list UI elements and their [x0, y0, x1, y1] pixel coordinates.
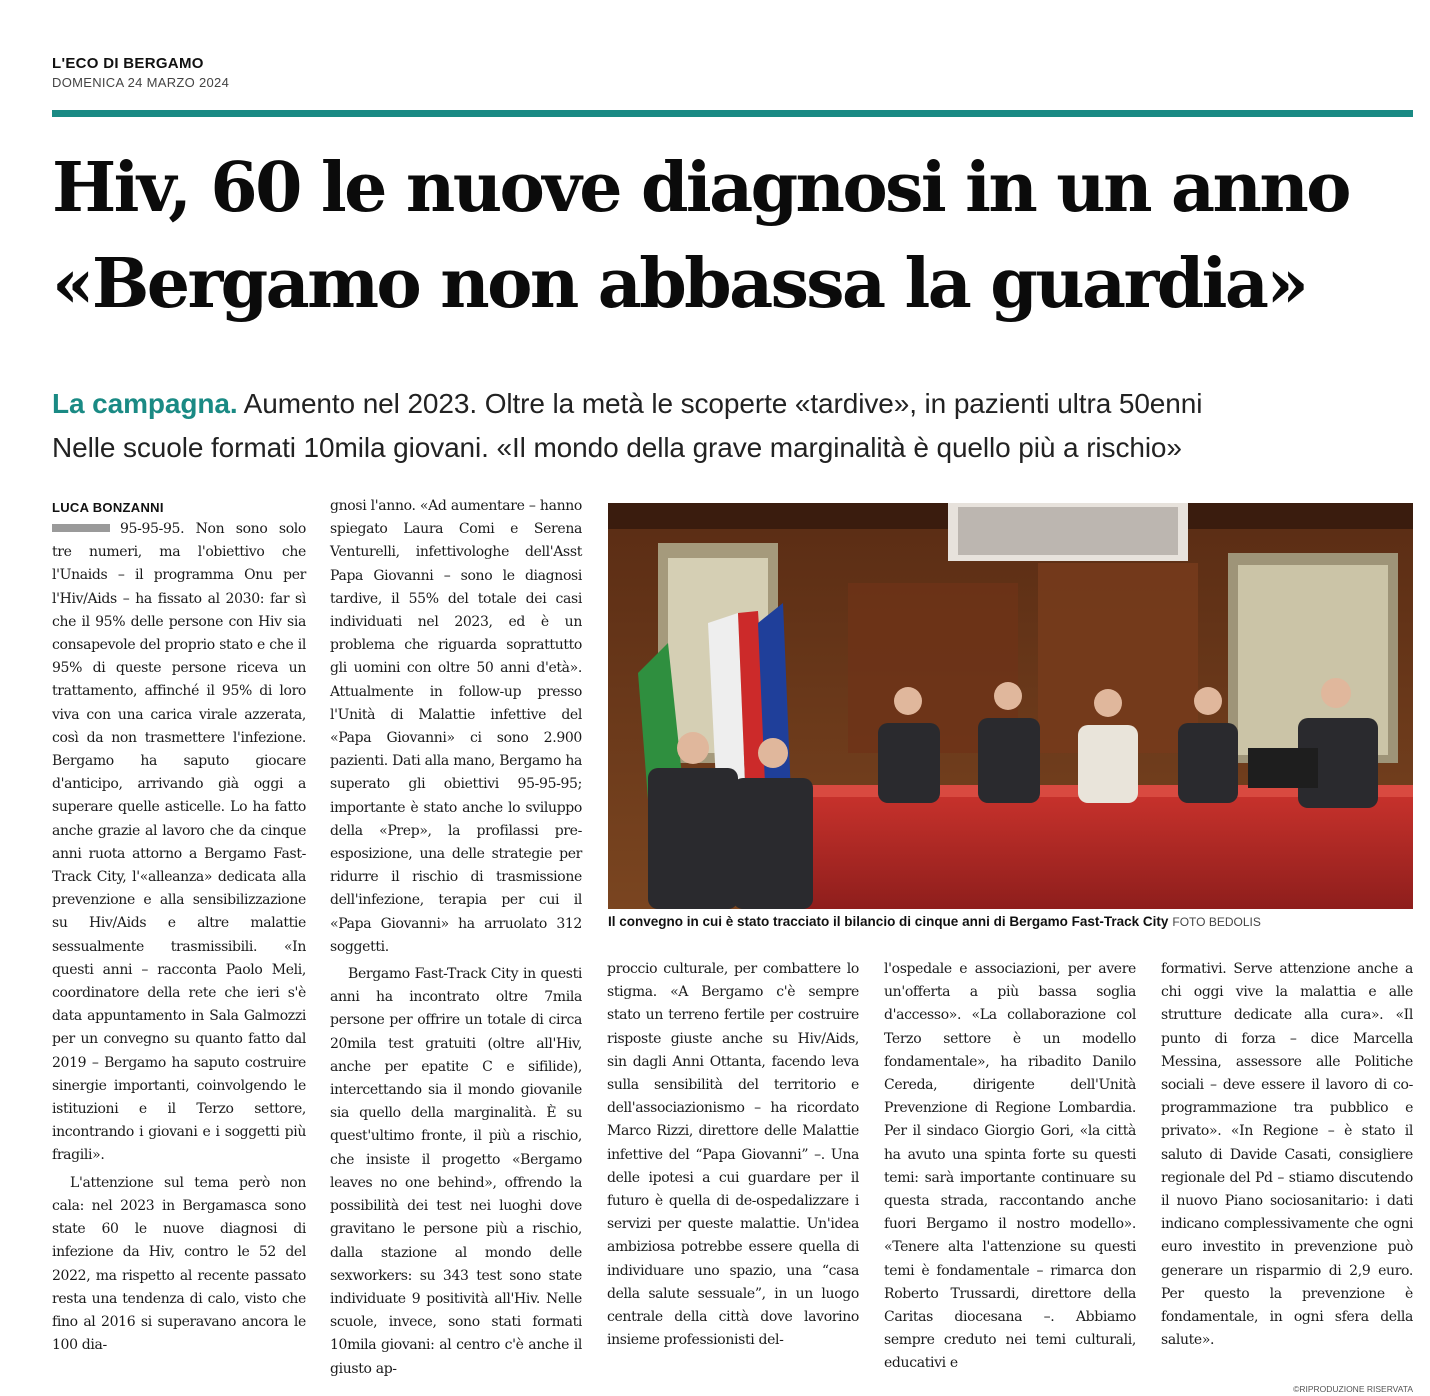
- subhead-line-1: [52, 382, 1422, 426]
- conference-photo-illustration: [608, 503, 1413, 909]
- article-paragraph: formativi. Serve attenzione anche a chi oggi vive la malattia e alle strutture dedicate alla cura». «Il punto di forza – dice Marcella Messina, assessore alle Politiche sociali – deve essere il lavoro di co-programmazione tra pubblico e privato». «In Regione – è stato il saluto di Davide Casati, consigliere regionale del Pd – stiamo discutendo il nuovo Piano sociosanitario: i dati indicano complessivamente che ogni euro investito in prevenzione può generare un risparmio di 2,9 euro. Per questo la prevenzione è fondamentale, in ogni sfera della salute».: [1161, 961, 1413, 1349]
- paper-name: L'ECO DI BERGAMO: [52, 55, 204, 72]
- subhead-kicker: La campagna.: [52, 388, 238, 419]
- article-column-3: [607, 958, 859, 1352]
- conference-photo: [608, 503, 1413, 909]
- headline-line-2: «Bergamo non abbassa la guardia»: [52, 244, 1307, 324]
- article-paragraph: L'attenzione sul tema però non cala: nel 2023 in Bergamasca sono state 60 le nuove diagnosi di infezione da Hiv, contro le 52 del 2022, ma rispetto al recente passato resta una tendenza di calo, visto che fino al 2016 si superavano ancora le 100 dia-: [52, 1174, 306, 1354]
- article-column-5: [1161, 958, 1413, 1352]
- byline: LUCA BONZANNI: [52, 500, 164, 515]
- photo-credit: FOTO BEDOLIS: [1172, 915, 1261, 929]
- rights-notice: ©RIPRODUZIONE RISERVATA: [1293, 1384, 1413, 1394]
- caption-text: Il convegno in cui è stato tracciato il bilancio di cinque anni di Bergamo Fast-Track City: [608, 914, 1169, 929]
- article-paragraph: Bergamo Fast-Track City in questi anni ha incontrato oltre 7mila persone per offrire un totale di circa 20mila test gratuiti (oltre all'Hiv, anche per epatite C e sifilide), intercettando sia il mondo giovanile sia quello della marginalità. È su quest'ultimo fronte, il più a rischio, che insiste il progetto «Bergamo leaves no one behind», offrendo la possibilità dei test nei luoghi dove gravitano le persone più a rischio, dalla stazione al mondo delle sexworkers: su 343 test sono state individuate 9 positività all'Hiv. Nelle scuole, invece, sono stati formati 10mila giovani: al centro c'è anche il giusto ap-: [330, 966, 582, 1377]
- article-column-1: [52, 518, 306, 1357]
- headline-line-1: Hiv, 60 le nuove diagnosi in un anno: [52, 148, 1349, 228]
- top-rule: [52, 110, 1413, 117]
- lead-bar: [52, 524, 110, 532]
- article-column-2: [330, 495, 582, 1381]
- photo-caption: [608, 914, 1413, 929]
- paper-date: DOMENICA 24 MARZO 2024: [52, 75, 230, 90]
- subhead-line-2: Nelle scuole formati 10mila giovani. «Il mondo della grave marginalità è quello più a rischio»: [52, 432, 1182, 463]
- article-paragraph: l'ospedale e associazioni, per avere un'offerta a più bassa soglia d'accesso». «La collaborazione col Terzo settore è un modello fondamentale», ha ribadito Danilo Cereda, dirigente dell'Unità Prevenzione di Regione Lombardia. Per il sindaco Giorgio Gori, «la città ha avuto una spinta forte su questi temi: sarà importante continuare su questa strada, raccontando anche fuori Bergamo il nostro modello». «Tenere alta l'attenzione su questi temi è fondamentale – rimarca don Roberto Trussardi, direttore della Caritas diocesana –. Abbiamo sempre creduto nei temi culturali, educativi e: [884, 961, 1136, 1372]
- article-paragraph: [52, 518, 306, 1168]
- subhead: [52, 382, 1422, 470]
- article-paragraph: gnosi l'anno. «Ad aumentare – hanno spiegato Laura Comi e Serena Venturelli, infettivologhe dell'Asst Papa Giovanni – sono le diagnosi tardive, il 55% del totale dei casi individuati nel 2023, ed è un problema che riguarda soprattutto gli uomini con oltre 50 anni d'età». Attualmente in follow-up presso l'Unità di Malattie infettive del «Papa Giovanni» ci sono 2.900 pazienti. Dati alla mano, Bergamo ha superato gli obiettivi 95-95-95; importante è stato anche lo sviluppo della «Prep», la profilassi pre-esposizione, una delle strategie per ridurre il rischio di trasmissione dell'infezione, terapia per cui il «Papa Giovanni» ha arruolato 312 soggetti.: [330, 498, 582, 955]
- headline: [52, 140, 1422, 332]
- article-paragraph: proccio culturale, per combattere lo stigma. «A Bergamo c'è sempre stato un terreno fertile per costruire risposte giuste anche su Hiv/Aids, sin dagli Anni Ottanta, facendo leva sulla sensibilità del territorio e dell'associazionismo – ha ricordato Marco Rizzi, direttore delle Malattie infettive del “Papa Giovanni” –. Una delle ipotesi a cui guardare per il futuro è quella di de-ospedalizzare i servizi per queste malattie. Un'idea ambiziosa potrebbe essere quella di individuare uno spazio, una “casa della salute sessuale”, in un luogo centrale della città dove lavorino insieme professionisti del-: [607, 961, 859, 1349]
- subhead-text-1: Aumento nel 2023. Oltre la metà le scoperte «tardive», in pazienti ultra 50enni: [237, 388, 1203, 419]
- article-column-4: [884, 958, 1136, 1376]
- paragraph-text: 95-95-95. Non sono solo tre numeri, ma l'obiettivo che l'Unaids – il programma Onu per l'Hiv/Aids – ha fissato al 2030: far sì che il 95% delle persone con Hiv sia consapevole del proprio stato e che il 95% di queste persone riceva un trattamento, affinché il 95% di loro viva con una carica virale azzerata, così da non trasmettere l'infezione. Bergamo ha saputo giocare d'anticipo, arrivando già oggi a superare quelle asticelle. Lo ha fatto anche grazie al lavoro che da cinque anni ruota attorno a Bergamo Fast-Track City, l'«alleanza» dedicata alla prevenzione e alla sensibilizzazione su Hiv/Aids e altre malattie sessualmente trasmissibili. «In questi anni – racconta Paolo Meli, coordinatore della rete che ieri s'è data appuntamento in Sala Galmozzi per un convegno su quanto fatto dal 2019 – Bergamo ha saputo costruire sinergie importanti, coinvolgendo le istituzioni e il Terzo settore, incontrando i giovani e i soggetti più fragili».: [52, 521, 306, 1164]
- masthead: [52, 55, 229, 90]
